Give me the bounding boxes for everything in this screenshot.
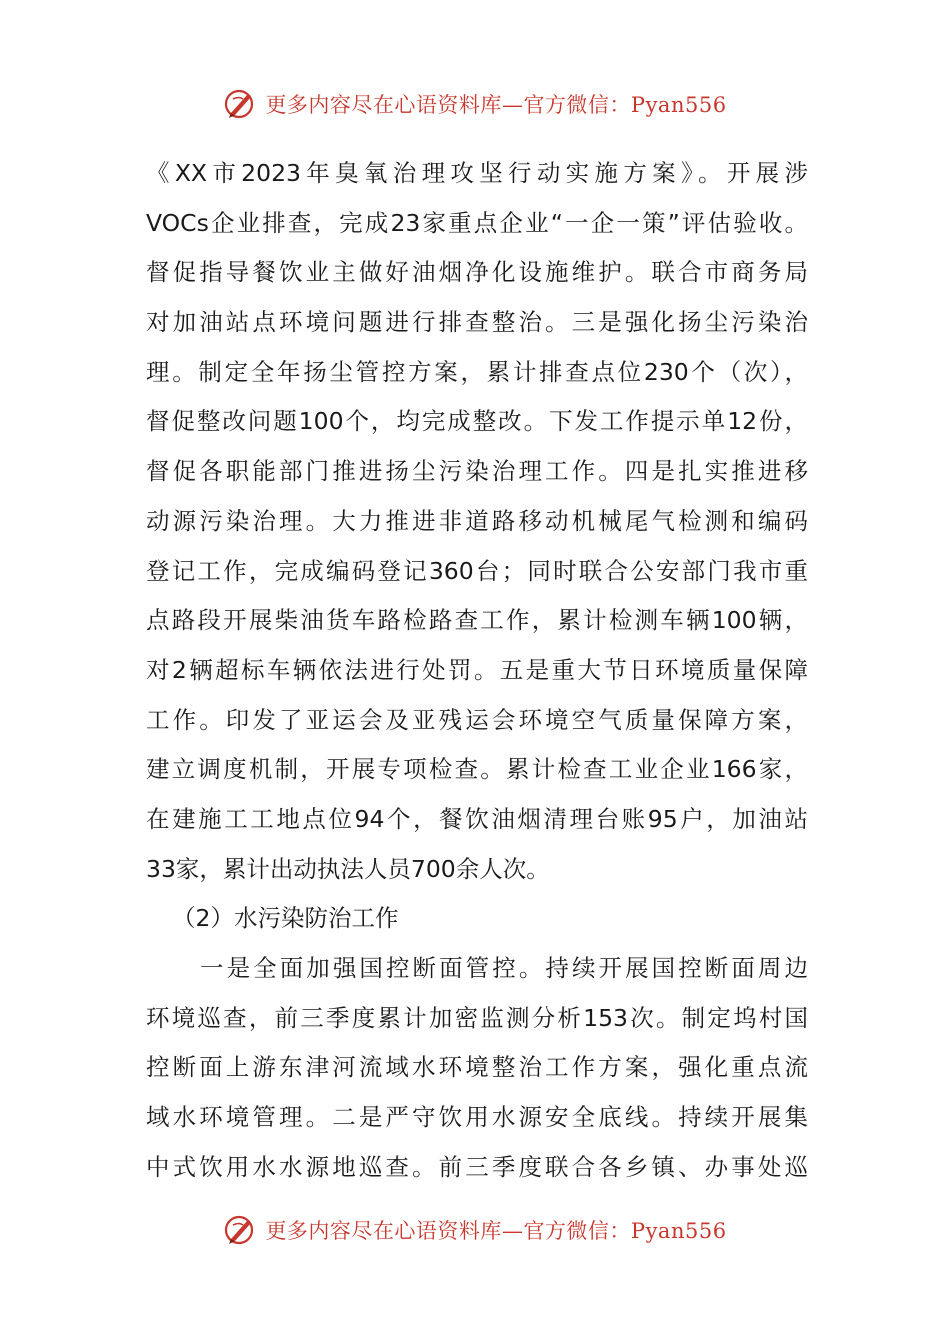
body-line: 督促各职能部门推进扬尘污染治理工作。四是扎实推进移 <box>146 457 808 486</box>
body-line: 在建施工工地点位94个，餐饮油烟清理台账95户，加油站 <box>146 804 808 833</box>
section-line: 一是全面加强国控断面管控。持续开展国控断面周边 <box>200 954 808 982</box>
section-line: 域水环境管理。二是严守饮用水源安全底线。持续开展集 <box>146 1103 808 1132</box>
body-line: 建立调度机制，开展专项检查。累计检查工业企业166家， <box>146 755 808 784</box>
section-line: 环境巡查，前三季度累计加密监测分析153次。制定坞村国 <box>146 1003 808 1032</box>
section-heading: （2）水污染防治工作 <box>172 904 399 933</box>
section-line: 中式饮用水水源地巡查。前三季度联合各乡镇、办事处巡 <box>146 1152 808 1181</box>
pen-logo-icon <box>223 87 257 121</box>
header-banner <box>0 84 950 124</box>
footer-banner <box>0 1210 950 1250</box>
footer-banner-text: 更多内容尽在心语资料库—官方微信：Pyan556 <box>265 1219 727 1243</box>
pen-logo-icon <box>223 1213 257 1247</box>
body-line: 对加油站点环境问题进行排查整治。三是强化扬尘污染治 <box>146 308 808 337</box>
body-line: VOCs企业排查，完成23家重点企业“一企一策”评估验收。 <box>146 208 808 237</box>
body-line: 《XX市2023年臭氧治理攻坚行动实施方案》。开展涉 <box>146 159 808 187</box>
body-line: 工作。印发了亚运会及亚残运会环境空气质量保障方案， <box>146 705 808 734</box>
body-line: 对2辆超标车辆依法进行处罚。五是重大节日环境质量保障 <box>146 655 808 684</box>
document-body <box>146 149 808 1192</box>
body-line: 登记工作，完成编码登记360台；同时联合公安部门我市重 <box>146 556 808 585</box>
body-line: 点路段开展柴油货车路检路查工作，累计检测车辆100辆， <box>146 606 808 635</box>
body-line: 理。制定全年扬尘管控方案，累计排查点位230个（次）， <box>146 357 808 386</box>
body-line: 督促整改问题100个，均完成整改。下发工作提示单12份， <box>146 407 808 436</box>
body-line: 动源污染治理。大力推进非道路移动机械尾气检测和编码 <box>146 506 808 535</box>
header-banner-text: 更多内容尽在心语资料库—官方微信：Pyan556 <box>265 93 727 117</box>
section-line: 控断面上游东津河流域水环境整治工作方案，强化重点流 <box>146 1053 808 1082</box>
body-line: 33家，累计出动执法人员700余人次。 <box>146 854 550 883</box>
body-line: 督促指导餐饮业主做好油烟净化设施维护。联合市商务局 <box>146 258 808 287</box>
